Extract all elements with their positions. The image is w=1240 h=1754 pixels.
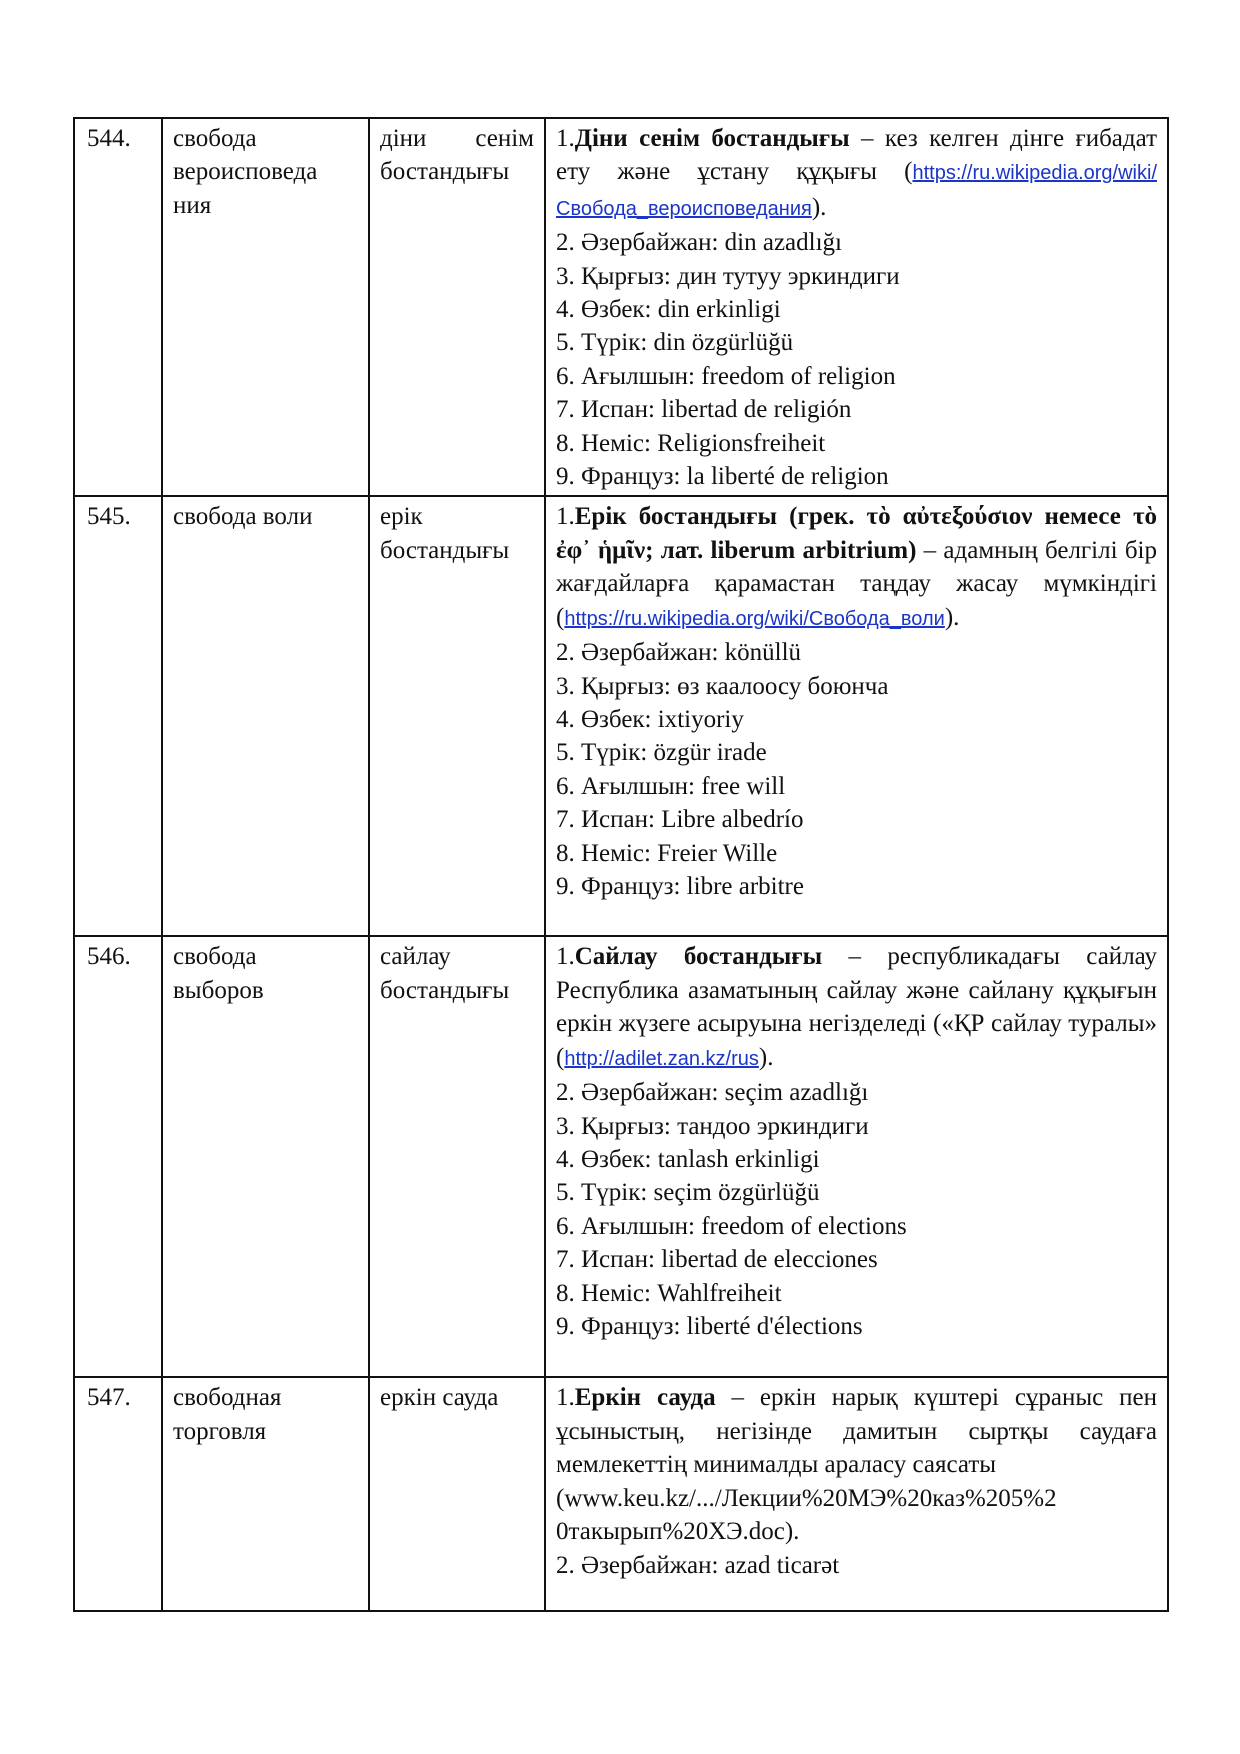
definition-text: 1.Діни сенім бостандығы – кез келген дінге ғибадат ету және ұстану құқығы (https://ru.wikipedia.org/wiki/Свобода_вероисповедания).: [556, 125, 1158, 221]
translation-line: 3. Қырғыз: өз каалоосу боюнча: [556, 672, 889, 700]
term-bold: Сайлау бостандығы: [574, 943, 823, 971]
translation-line: 9. Француз: liberté d'élections: [556, 1312, 863, 1340]
translation-line: 3. Қырғыз: тандоо эркиндиги: [556, 1112, 869, 1140]
source-reference: (www.keu.kz/.../Лекции%20МЭ%20каз%205%2: [556, 1484, 1057, 1512]
translation-line: 7. Испан: Libre albedrío: [556, 806, 804, 834]
table-row: [74, 1377, 1168, 1611]
translation-line: 8. Неміс: Religionsfreiheit: [556, 429, 826, 457]
kazakh-term: діни сенім бостандығы: [369, 118, 545, 496]
source-link[interactable]: http://adilet.zan.kz/rus: [564, 1047, 759, 1070]
entry-number: 546.: [74, 936, 162, 1377]
translation-line: 7. Испан: libertad de religión: [556, 396, 852, 424]
entry-number: 547.: [74, 1377, 162, 1611]
translation-line: 2. Әзербайжан: könüllü: [556, 639, 802, 667]
glossary-table: [73, 117, 1169, 1612]
translation-line: 2. Әзербайжан: seçim azadlığı: [556, 1079, 869, 1107]
definition-text: 1.Ерік бостандығы (грек. τὸ αὐτεξούσιον немесе τὸ ἐφ᾽ ἡμῖν; лат. liberum arbitrium) – адамның белгілі бір жағдайларға қарамастан таңдау жасау мүмкіндігі (https://ru.wikipedia.org/wiki/Свобода_воли).: [556, 503, 1157, 631]
translation-line: 3. Қырғыз: дин тутуу эркиндиги: [556, 262, 900, 290]
russian-term: свобода воли: [162, 496, 369, 936]
definition-text: 1.Еркін сауда – еркін нарық күштері сұраныс пен ұсыныстың, негізінде дамитын сыртқы саудаға мемлекеттің минималды араласу саясаты: [556, 1384, 1157, 1479]
translation-line: 6. Ағылшын: free will: [556, 772, 786, 800]
translation-line: 8. Неміс: Freier Wille: [556, 839, 778, 867]
translation-line: 5. Түрік: özgür irade: [556, 739, 767, 767]
definition-text: 1.Сайлау бостандығы – республикадағы сайлау Республика азаматының сайлау және сайлану құқығын еркін жүзеге асыруына негізделеді («ҚР сайлау туралы» (http://adilet.zan.kz/rus).: [556, 943, 1157, 1071]
table-row: [74, 118, 1168, 496]
term-bold: Діни сенім бостандығы: [574, 125, 850, 152]
term-bold: Ерік бостандығы (грек. τὸ αὐτεξούσιον немесе τὸ ἐφ᾽ ἡμῖν; лат. liberum arbitrium): [556, 503, 1157, 564]
russian-term: свобода вероисповеда ния: [162, 118, 369, 496]
definition-cell: [545, 936, 1168, 1377]
source-reference: 0такырып%20ХЭ.doc).: [556, 1518, 800, 1546]
translation-line: 4. Өзбек: ixtiyoriy: [556, 705, 744, 733]
translation-line: 4. Өзбек: tanlash erkinligi: [556, 1145, 820, 1173]
source-link[interactable]: https://ru.wikipedia.org/wiki/Свобода_вероисповедания: [556, 162, 1157, 220]
translation-line: 5. Түрік: seçim özgürlüğü: [556, 1179, 820, 1207]
russian-term: свободная торговля: [162, 1377, 369, 1611]
definition-cell: [545, 1377, 1168, 1611]
definition-cell: [545, 118, 1168, 496]
term-bold: Еркін сауда: [574, 1384, 716, 1412]
source-link[interactable]: https://ru.wikipedia.org/wiki/Свобода_воли: [564, 607, 945, 630]
translation-line: 8. Неміс: Wahlfreiheit: [556, 1279, 782, 1307]
entry-number: 544.: [74, 118, 162, 496]
translation-line: 7. Испан: libertad de elecciones: [556, 1246, 878, 1274]
translation-line: 6. Ағылшын: freedom of religion: [556, 362, 896, 390]
translation-line: 9. Француз: libre arbitre: [556, 872, 804, 900]
translation-line: 2. Әзербайжан: azad ticarət: [556, 1551, 840, 1579]
kazakh-term: ерік бостандығы: [369, 496, 545, 936]
kazakh-term: еркін сауда: [369, 1377, 545, 1611]
translation-line: 4. Өзбек: din erkinligi: [556, 296, 781, 324]
table-row: [74, 496, 1168, 936]
definition-cell: [545, 496, 1168, 936]
entry-number: 545.: [74, 496, 162, 936]
kazakh-term: сайлау бостандығы: [369, 936, 545, 1377]
translation-line: 9. Француз: la liberté de religion: [556, 463, 889, 491]
russian-term: свобода выборов: [162, 936, 369, 1377]
translation-line: 5. Түрік: din özgürlüğü: [556, 329, 794, 357]
translation-line: 2. Әзербайжан: din azadlığı: [556, 229, 842, 257]
translation-line: 6. Ағылшын: freedom of elections: [556, 1212, 907, 1240]
table-row: [74, 936, 1168, 1377]
